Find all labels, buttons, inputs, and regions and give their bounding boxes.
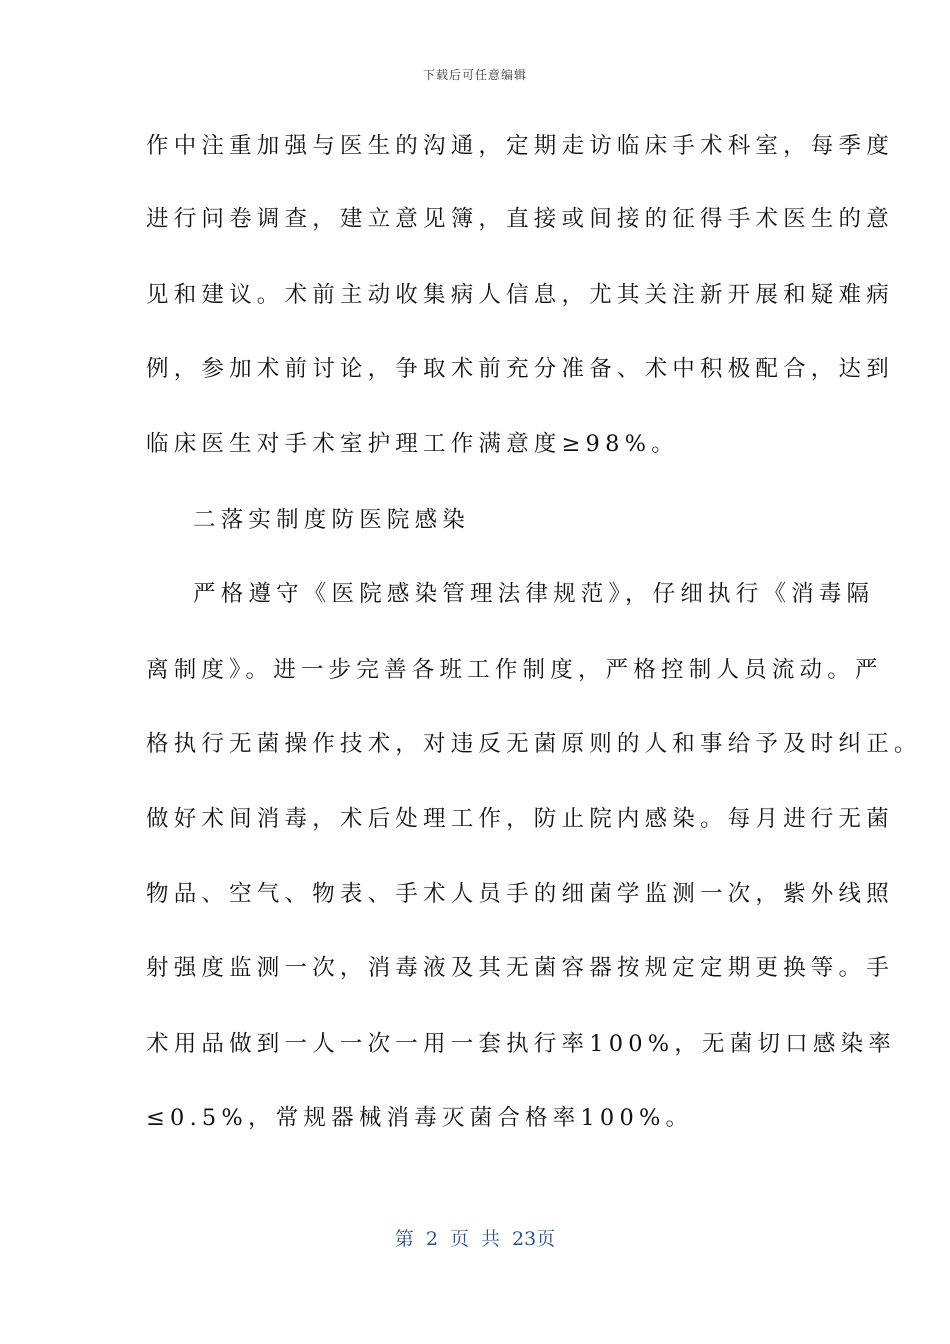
body-line-8: 离制度》。进一步完善各班工作制度，严格控制人员流动。严 bbox=[146, 657, 883, 683]
page-header: 下载后可任意编辑 bbox=[422, 68, 527, 82]
body-line-9: 格执行无菌操作技术，对违反无菌原则的人和事给予及时纠正。 bbox=[146, 731, 922, 757]
body-line-2: 进行问卷调查，建立意见簿，直接或间接的征得手术医生的意 bbox=[146, 206, 894, 232]
body-line-3: 见和建议。术前主动收集病人信息，尤其关注新开展和疑难病 bbox=[146, 282, 894, 308]
body-line-10: 做好术间消毒，术后处理工作，防止院内感染。每月进行无菌 bbox=[146, 806, 894, 832]
body-line-12: 射强度监测一次，消毒液及其无菌容器按规定定期更换等。手 bbox=[146, 955, 894, 981]
body-line-1: 作中注重加强与医生的沟通，定期走访临床手术科室，每季度 bbox=[146, 133, 894, 159]
body-line-11: 物品、空气、物表、手术人员手的细菌学监测一次，紫外线照 bbox=[146, 881, 894, 907]
page-footer: 第 2 页 共 23页 bbox=[394, 1228, 556, 1250]
section-heading: 二落实制度防医院感染 bbox=[193, 507, 471, 533]
body-line-4: 例，参加术前讨论，争取术前充分准备、术中积极配合，达到 bbox=[146, 356, 894, 382]
body-line-13: 术用品做到一人一次一用一套执行率100%，无菌切口感染率 bbox=[146, 1031, 896, 1057]
body-line-7: 严格遵守《医院感染管理法律规范》，仔细执行《消毒隔 bbox=[193, 581, 875, 607]
body-line-5: 临床医生对手术室护理工作满意度≥98%。 bbox=[146, 431, 679, 457]
body-line-14: ≤0.5%，常规器械消毒灭菌合格率100%。 bbox=[146, 1105, 694, 1131]
